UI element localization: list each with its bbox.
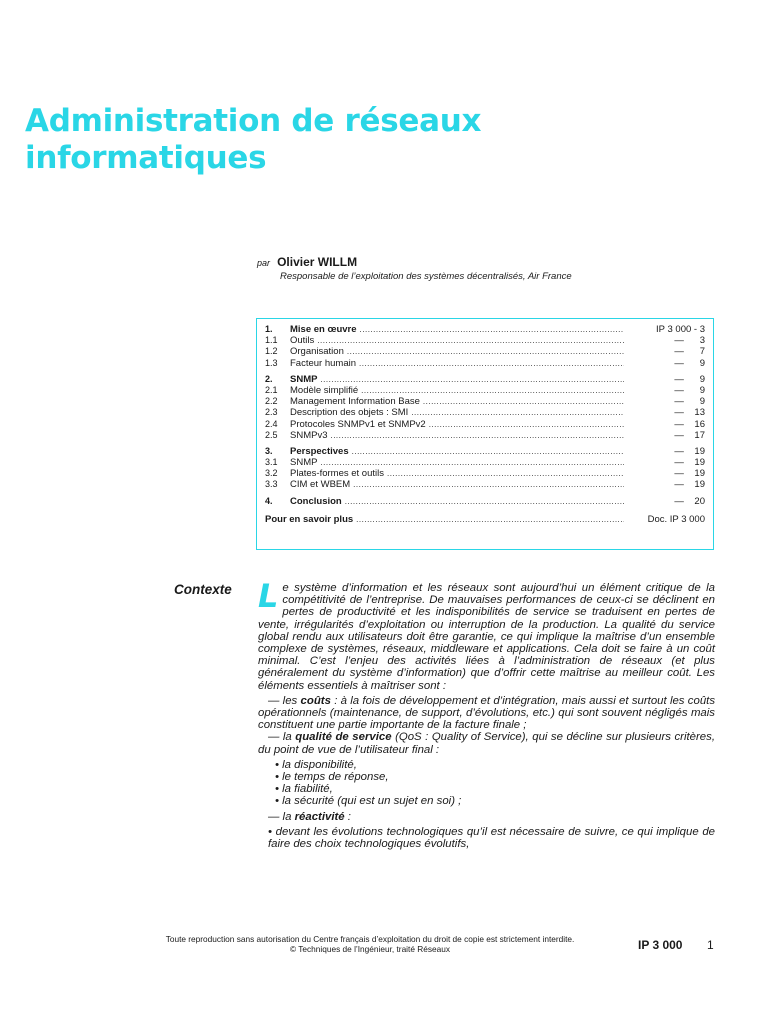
document-title (25, 103, 745, 177)
bullet-item: • le temps de réponse, (275, 771, 389, 784)
toc-number: 2.3 (265, 407, 278, 418)
toc-row (265, 430, 705, 441)
toc-page: — 9 (674, 396, 705, 408)
toc-page: — 9 (674, 384, 705, 396)
toc-row (265, 374, 705, 385)
table-of-contents (256, 318, 714, 550)
toc-leader-dots (347, 346, 624, 357)
term-reactivite: réactivité (294, 810, 345, 823)
toc-number: 3. (265, 445, 273, 456)
toc-label: Outils (290, 335, 315, 347)
document-code: IP 3 000 (638, 938, 683, 952)
toc-row (265, 358, 705, 369)
toc-label: Facteur humain (290, 357, 357, 369)
toc-label: Management Information Base (290, 396, 420, 408)
toc-number: 3.1 (265, 457, 278, 468)
toc-number: 4. (265, 495, 273, 506)
contexte-body (258, 577, 716, 851)
toc-page: — 3 (674, 335, 705, 347)
bullet-item: • la fiabilité, (275, 783, 333, 796)
toc-page: — 9 (674, 373, 705, 385)
toc-row (265, 446, 705, 457)
copyright-notice (130, 935, 610, 954)
toc-page: Doc. IP 3 000 (647, 513, 705, 525)
toc-label: Protocoles SNMPv1 et SNMPv2 (290, 418, 426, 430)
bullet-item: • la disponibilité, (275, 758, 357, 771)
toc-label: Modèle simplifié (290, 384, 359, 396)
toc-label: CIM et WBEM (290, 479, 351, 491)
list-item-couts: — les coûts : à la fois de développement et d’intégration, mais aussi et surtout les coûts opérationnels (maintenance, de support, d’évolutions, etc.) qui sont souvent négligés mais constituent une partie importante de la facture finale ; (258, 694, 716, 732)
toc-row (265, 324, 705, 335)
copyright-line-1: Toute reproduction sans autorisation du Centre français d’exploitation du droit de copie est strictement interdite. (165, 934, 575, 944)
list-item-qualite: — la qualité de service (QoS : Quality of Service), qui se décline sur plusieurs critères, du point de vue de l’utilisateur final : (258, 731, 715, 756)
author-role: Responsable de l’exploitation des systèmes décentralisés, Air France (280, 271, 572, 282)
toc-row (265, 479, 705, 490)
toc-leader-dots (423, 396, 624, 407)
toc-leader-dots (353, 479, 624, 490)
toc-leader-dots (345, 496, 624, 507)
toc-label: SNMP (290, 457, 318, 469)
page-number: 1 (707, 938, 714, 952)
toc-number: 1.1 (265, 335, 278, 346)
bullet-item: • devant les évolutions technologiques qu’il est nécessaire de suivre, ce qui implique de faire des choix technologiques évolutifs, (268, 825, 715, 851)
toc-number: 2. (265, 373, 273, 384)
toc-label: Conclusion (290, 495, 342, 507)
toc-page: — 13 (674, 407, 705, 419)
toc-leader-dots (387, 468, 624, 479)
intro-paragraph (258, 577, 715, 692)
toc-row (265, 385, 705, 396)
toc-row (265, 468, 705, 479)
toc-label: Perspectives (290, 445, 349, 457)
toc-leader-dots (352, 446, 624, 457)
toc-page: — 9 (674, 357, 705, 369)
list-item-reactivite: — la réactivité : (268, 810, 351, 823)
title-line-1: Administration de réseaux (25, 103, 482, 139)
toc-label: SNMP (290, 373, 318, 385)
bullet-item: • la sécurité (qui est un sujet en soi) ; (275, 795, 462, 808)
toc-leader-dots (429, 419, 624, 430)
toc-number: 1.2 (265, 346, 278, 357)
toc-number: 3.3 (265, 479, 278, 490)
toc-leader-dots (361, 385, 624, 396)
toc-number: 1.3 (265, 357, 278, 368)
toc-label: SNMPv3 (290, 429, 328, 441)
toc-leader-dots (317, 335, 624, 346)
toc-leader-dots (360, 324, 624, 335)
toc-number: 1. (265, 324, 273, 334)
toc-leader-dots (356, 514, 624, 525)
toc-row (265, 407, 705, 418)
intro-text: e système d’information et les réseaux sont aujourd’hui un élément critique de la compétitivité de l’entreprise. De mauvaises performances de ceux-ci se déclinent en pertes de productivité et les indisponibilités de service se traduisent en pertes de vente, irrégularités d’exploitation ou interruption de la production. La qualité du service global rendu aux utilisateurs doit être garantie, ce qui implique la maîtrise d’un ensemble complexe de systèmes, réseaux, middleware et applications. Cela doit se faire à un coût minimal. C’est l’enjeu des activités liées à l’administration de réseaux (et plus généralement du système d’information) que d’offrir cette maîtrise au meilleur coût. Les éléments essentiels à maîtriser sont : (258, 582, 715, 692)
term-couts: coûts (300, 694, 331, 707)
toc-number: 3.2 (265, 468, 278, 479)
toc-page: — 19 (674, 445, 705, 457)
toc-page: IP 3 000 - 3 (656, 324, 705, 335)
copyright-line-2: © Techniques de l’Ingénieur, traité Réseaux (289, 943, 450, 954)
toc-label: Mise en œuvre (290, 324, 357, 335)
toc-number: 2.1 (265, 384, 278, 395)
toc-number: 2.2 (265, 396, 278, 407)
byline-par: par (257, 258, 271, 268)
toc-row (265, 457, 705, 468)
author-name: Olivier WILLM (277, 255, 358, 269)
toc-row (265, 419, 705, 430)
toc-page: — 17 (674, 429, 705, 441)
drop-cap: L (258, 577, 279, 615)
toc-number: 2.5 (265, 429, 278, 440)
toc-label: Organisation (290, 346, 344, 358)
toc-row (265, 346, 705, 357)
toc-row (265, 335, 705, 346)
toc-leader-dots (411, 407, 624, 418)
toc-page: — 19 (674, 479, 705, 491)
toc-page: — 19 (674, 457, 705, 469)
toc-leader-dots (320, 457, 624, 468)
toc-label: Pour en savoir plus (265, 513, 354, 525)
toc-row (265, 514, 705, 525)
toc-leader-dots (320, 374, 624, 385)
toc-row (265, 496, 705, 507)
toc-leader-dots (359, 358, 624, 369)
toc-label: Description des objets : SMI (290, 407, 409, 419)
toc-page: — 7 (674, 346, 705, 358)
term-qualite: qualité de service (295, 731, 392, 744)
toc-label: Plates-formes et outils (290, 468, 384, 480)
toc-number: 2.4 (265, 418, 278, 429)
toc-row (265, 396, 705, 407)
toc-page: — 16 (674, 418, 705, 430)
title-line-2: informatiques (25, 140, 267, 176)
toc-page: — 19 (674, 468, 705, 480)
byline (257, 255, 357, 269)
toc-leader-dots (330, 430, 624, 441)
contexte-label: Contexte (174, 582, 232, 597)
toc-page: — 20 (674, 495, 705, 507)
